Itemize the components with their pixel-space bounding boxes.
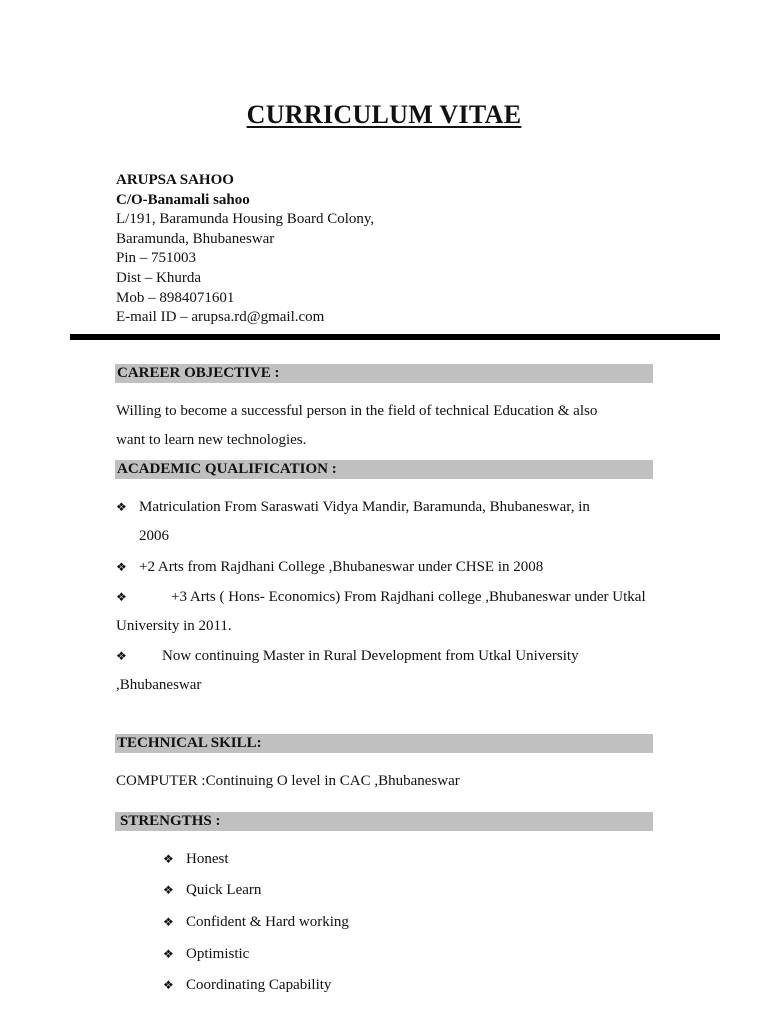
diamond-bullet-icon: ❖ — [163, 978, 174, 992]
pin-code: Pin – 751003 — [116, 250, 197, 267]
strength-item — [163, 946, 249, 963]
diamond-bullet-icon: ❖ — [116, 560, 127, 574]
career-objective-heading — [115, 364, 653, 383]
strength-item-text: Honest — [186, 851, 229, 867]
email-address: E-mail ID – arupsa.rd@gmail.com — [116, 309, 325, 326]
district: Dist – Khurda — [116, 269, 201, 286]
contact-block — [116, 171, 374, 328]
academic-item-4 — [116, 648, 579, 665]
address-line-1: L/191, Baramunda Housing Board Colony, — [116, 211, 375, 228]
mobile-number: Mob – 8984071601 — [116, 289, 235, 306]
diamond-bullet-icon: ❖ — [116, 500, 127, 514]
diamond-bullet-icon: ❖ — [116, 590, 127, 604]
academic-item-2 — [116, 559, 543, 576]
diamond-bullet-icon: ❖ — [163, 915, 174, 929]
academic-qualification-heading-text: ACADEMIC QUALIFICATION : — [117, 461, 337, 477]
strength-item-text: Optimistic — [186, 946, 250, 962]
academic-item-1-continuation: 2006 — [139, 528, 169, 544]
address-line-2: Baramunda, Bhubaneswar — [116, 230, 275, 247]
strength-item — [163, 882, 261, 899]
diamond-bullet-icon: ❖ — [163, 852, 174, 866]
diamond-bullet-icon: ❖ — [116, 649, 127, 663]
academic-item-4-text: Now continuing Master in Rural Development from Utkal University — [162, 648, 579, 664]
technical-skill-heading — [115, 734, 653, 753]
career-objective-line-1: Willing to become a successful person in the field of technical Education & also — [116, 403, 598, 419]
strengths-heading — [115, 812, 653, 831]
strength-item-text: Coordinating Capability — [186, 977, 332, 993]
academic-item-2-text: +2 Arts from Rajdhani College ,Bhubaneswar under CHSE in 2008 — [139, 559, 544, 575]
strength-item — [163, 851, 229, 868]
strength-item — [163, 977, 331, 994]
diamond-bullet-icon: ❖ — [163, 883, 174, 897]
candidate-name: ARUPSA SAHOO — [116, 172, 234, 188]
career-objective-line-2: want to learn new technologies. — [116, 432, 307, 448]
technical-skill-text: COMPUTER :Continuing O level in CAC ,Bhubaneswar — [116, 773, 460, 789]
document-title: CURRICULUM VITAE — [246, 100, 522, 129]
strength-item-text: Quick Learn — [186, 882, 262, 898]
academic-item-1-text: Matriculation From Saraswati Vidya Mandir, Baramunda, Bhubaneswar, in — [139, 499, 590, 515]
academic-item-4-continuation: ,Bhubaneswar — [116, 677, 202, 693]
career-objective-heading-text: CAREER OBJECTIVE : — [117, 365, 280, 381]
diamond-bullet-icon: ❖ — [163, 947, 174, 961]
academic-qualification-heading — [115, 460, 653, 479]
academic-item-1 — [116, 499, 590, 516]
academic-item-3-text: +3 Arts ( Hons- Economics) From Rajdhani college ,Bhubaneswar under Utkal — [171, 589, 646, 605]
strength-item — [163, 914, 349, 931]
strengths-heading-text: STRENGTHS : — [120, 813, 221, 829]
career-objective-text — [116, 397, 597, 455]
academic-item-3 — [116, 589, 646, 606]
strength-item-text: Confident & Hard working — [186, 914, 349, 930]
care-of: C/O-Banamali sahoo — [116, 191, 250, 208]
technical-skill-heading-text: TECHNICAL SKILL: — [117, 735, 262, 751]
horizontal-rule — [70, 334, 720, 340]
academic-item-3-continuation: University in 2011. — [116, 618, 232, 634]
